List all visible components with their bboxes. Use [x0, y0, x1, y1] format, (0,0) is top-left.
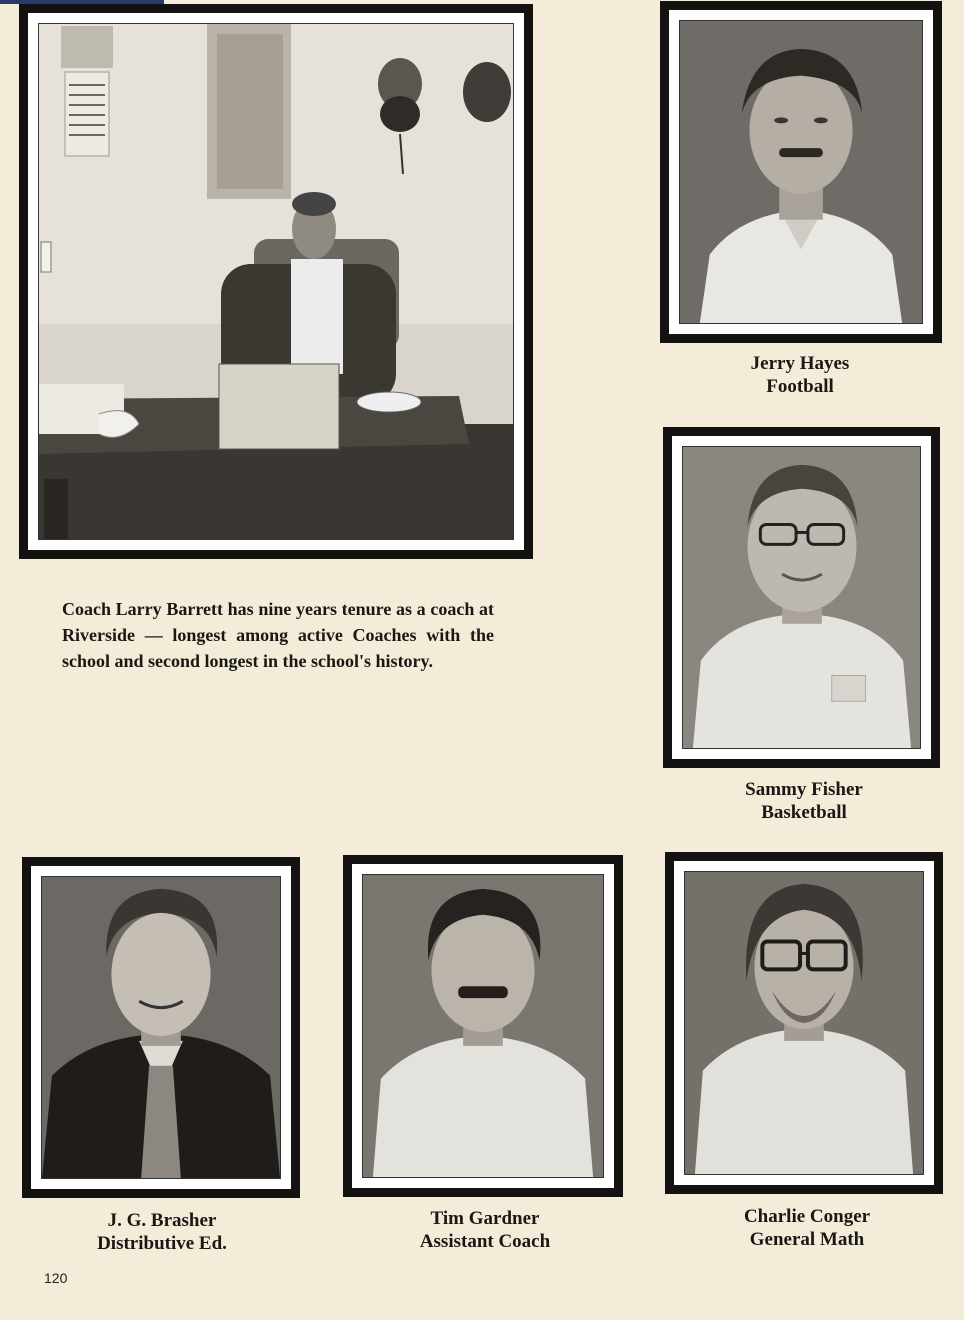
portrait-caption-sammy-fisher	[704, 778, 904, 824]
portrait-role: Distributive Ed.	[97, 1233, 227, 1254]
portrait-photo	[679, 20, 923, 324]
portrait-role: General Math	[749, 1229, 865, 1250]
portrait-frame-jg-brasher	[22, 857, 300, 1198]
portrait-photo	[362, 874, 604, 1178]
portrait-caption-jg-brasher	[62, 1209, 262, 1255]
portrait-frame-sammy-fisher	[663, 427, 940, 768]
portrait-photo	[682, 446, 921, 749]
feature-photo	[38, 23, 514, 540]
portrait-role: Football	[766, 376, 834, 397]
portrait-photo	[41, 876, 281, 1179]
portrait-role: Assistant Coach	[419, 1231, 551, 1252]
portrait-frame-jerry-hayes	[660, 1, 942, 343]
feature-photo-frame	[19, 4, 533, 559]
portrait-name: Charlie Conger	[743, 1206, 871, 1227]
portrait-caption-charlie-conger	[707, 1205, 907, 1251]
portrait-frame-charlie-conger	[665, 852, 943, 1194]
page-number: 120	[44, 1270, 68, 1286]
portrait-caption-tim-gardner	[385, 1207, 585, 1253]
portrait-caption-jerry-hayes	[700, 352, 900, 398]
portrait-role: Basketball	[761, 802, 847, 823]
portrait-name: J. G. Brasher	[107, 1210, 217, 1231]
portrait-name: Jerry Hayes	[750, 353, 850, 374]
portrait-frame-tim-gardner	[343, 855, 623, 1197]
portrait-name: Tim Gardner	[430, 1208, 540, 1229]
feature-caption: Coach Larry Barrett has nine years tenure as a coach at Riverside — longest among active Coaches with the school and second longest in the school's history.	[62, 599, 494, 671]
wall-calendar	[61, 26, 113, 156]
portrait-name: Sammy Fisher	[745, 779, 863, 800]
portrait-photo	[684, 871, 924, 1175]
